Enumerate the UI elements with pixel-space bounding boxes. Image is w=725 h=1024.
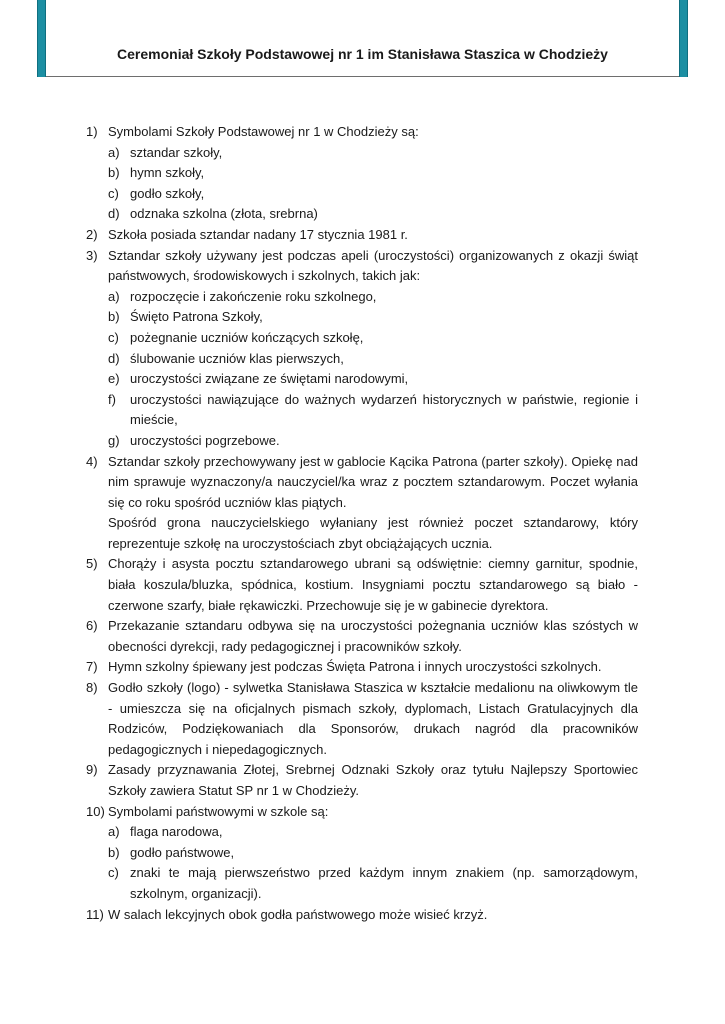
sub-item — [86, 349, 638, 370]
sub-text: uroczystości nawiązujące do ważnych wydarzeń historycznych w państwie, regionie i mieście, — [130, 391, 638, 428]
sub-text: pożegnanie uczniów kończących szkołę, — [130, 329, 364, 345]
sub-letter: e) — [108, 371, 120, 387]
sub-letter: c) — [108, 329, 119, 345]
sub-text: uroczystości związane ze świętami narodowymi, — [130, 371, 409, 387]
sub-letter: a) — [108, 288, 120, 304]
sub-item — [86, 143, 638, 164]
sub-text: godło państwowe, — [130, 844, 235, 860]
sub-item — [86, 328, 638, 349]
item-text: Sztandar szkoły używany jest podczas apeli (uroczystości) organizowanych z okazji świąt państwowych, środowiskowych i szkolnych, takich jak: — [108, 247, 638, 284]
item-text: Chorąży i asysta pocztu sztandarowego ubrani są odświętnie: ciemny garnitur, spodnie, biała koszula/bluzka, spódnica, kostium. Insygniami pocztu sztandarowego są biało - czerwone szarfy, białe rękawiczki. Przechowuje się je w gabinecie dyrektora. — [108, 556, 638, 613]
item-text: Sztandar szkoły przechowywany jest w gablocie Kącika Patrona (parter szkoły). Opiekę nad nim sprawuje wyznaczony/a nauczyciel/ka wraz z pocztem sztandarowym. Poczet wyłania się co roku spośród uczniów klas piątych. — [108, 453, 638, 510]
sub-letter: a) — [108, 824, 120, 840]
sub-text: sztandar szkoły, — [130, 144, 223, 160]
item-number: 1) — [86, 124, 98, 139]
sub-text: znaki te mają pierwszeństwo przed każdym innym znakiem (np. samorządowym, szkolnym, organizacji). — [130, 865, 638, 901]
sub-item — [86, 843, 638, 864]
item-number: 5) — [86, 556, 98, 572]
item-text: Hymn szkolny śpiewany jest podczas Święta Patrona i innych uroczystości szkolnych. — [108, 659, 602, 675]
sub-letter: f) — [108, 391, 116, 407]
item-text: Godło szkoły (logo) - sylwetka Stanisława Staszica w kształcie medalionu na oliwkowym tle - umieszcza się na oficjalnych pismach szkoły, dyplomach, Listach Gratulacyjnych dla Rodziców, Podziękowaniach dla Sponsorów, drukach nagród dla pracowników pedagogicznych i niepedagogicznych. — [108, 680, 638, 757]
sub-letter: c) — [108, 865, 119, 881]
sub-letter: a) — [108, 144, 120, 160]
item-text: Przekazanie sztandaru odbywa się na uroczystości pożegnania uczniów klas szóstych w obecności dyrekcji, rady pedagogicznej i pracowników szkoły. — [108, 618, 638, 654]
sub-item — [86, 369, 638, 390]
sub-text: flaga narodowa, — [130, 824, 223, 840]
list-item — [86, 616, 638, 657]
sub-text: godło szkoły, — [130, 185, 205, 201]
sub-text: rozpoczęcie i zakończenie roku szkolnego, — [130, 288, 377, 304]
sub-text: odznaka szkolna (złota, srebrna) — [130, 206, 318, 222]
item-text: Symbolami Szkoły Podstawowej nr 1 w Chodzieży są: — [108, 124, 419, 139]
item-number: 2) — [86, 226, 98, 242]
item-number: 8) — [86, 680, 98, 696]
header-accent-bar-left — [37, 0, 46, 77]
item-text: Szkoła posiada sztandar nadany 17 stycznia 1981 r. — [108, 226, 408, 242]
list-item — [86, 802, 638, 823]
header-divider — [46, 76, 679, 77]
sub-item — [86, 822, 638, 843]
list-item — [86, 452, 638, 555]
item-number: 11) — [86, 906, 104, 922]
ceremonial-list — [86, 122, 638, 925]
sub-item — [86, 184, 638, 205]
item-extra-paragraph: Spośród grona nauczycielskiego wyłaniany jest również poczet sztandarowy, który reprezentuje szkołę na uroczystościach zbyt obciążających ucznia. — [108, 515, 638, 551]
item-text: Zasady przyznawania Złotej, Srebrnej Odznaki Szkoły oraz tytułu Najlepszy Sportowiec Szkoły zawiera Statut SP nr 1 w Chodzieży. — [108, 762, 638, 798]
list-item — [86, 760, 638, 801]
sub-letter: c) — [108, 185, 119, 201]
sub-text: uroczystości pogrzebowe. — [130, 432, 280, 448]
header-accent-bar-right — [679, 0, 688, 77]
sub-item — [86, 204, 638, 225]
sub-letter: b) — [108, 309, 120, 325]
item-number: 6) — [86, 618, 98, 634]
sub-text: ślubowanie uczniów klas pierwszych, — [130, 350, 344, 366]
list-item — [86, 678, 638, 760]
sub-letter: b) — [108, 165, 120, 181]
item-number: 9) — [86, 762, 98, 778]
list-item — [86, 122, 638, 143]
sub-item — [86, 307, 638, 328]
item-number: 4) — [86, 453, 98, 469]
sub-text: Święto Patrona Szkoły, — [130, 309, 263, 325]
sub-item — [86, 863, 638, 904]
sub-item — [86, 390, 638, 431]
item-number: 10) — [86, 803, 105, 819]
list-item — [86, 554, 638, 616]
sub-letter: d) — [108, 206, 120, 222]
list-item — [86, 246, 638, 287]
list-item — [86, 657, 638, 678]
sub-item — [86, 163, 638, 184]
sub-letter: d) — [108, 350, 120, 366]
sub-letter: g) — [108, 432, 120, 448]
sub-text: hymn szkoły, — [130, 165, 205, 181]
sub-letter: b) — [108, 844, 120, 860]
item-number: 3) — [86, 247, 98, 263]
item-number: 7) — [86, 659, 98, 675]
page-title: Ceremoniał Szkoły Podstawowej nr 1 im Stanisława Staszica w Chodzieży — [117, 46, 608, 62]
sub-item — [86, 287, 638, 308]
list-item — [86, 225, 638, 246]
item-text: Symbolami państwowymi w szkole są: — [108, 803, 329, 819]
item-text: W salach lekcyjnych obok godła państwowego może wisieć krzyż. — [108, 906, 488, 922]
sub-item — [86, 431, 638, 452]
list-item — [86, 905, 638, 926]
